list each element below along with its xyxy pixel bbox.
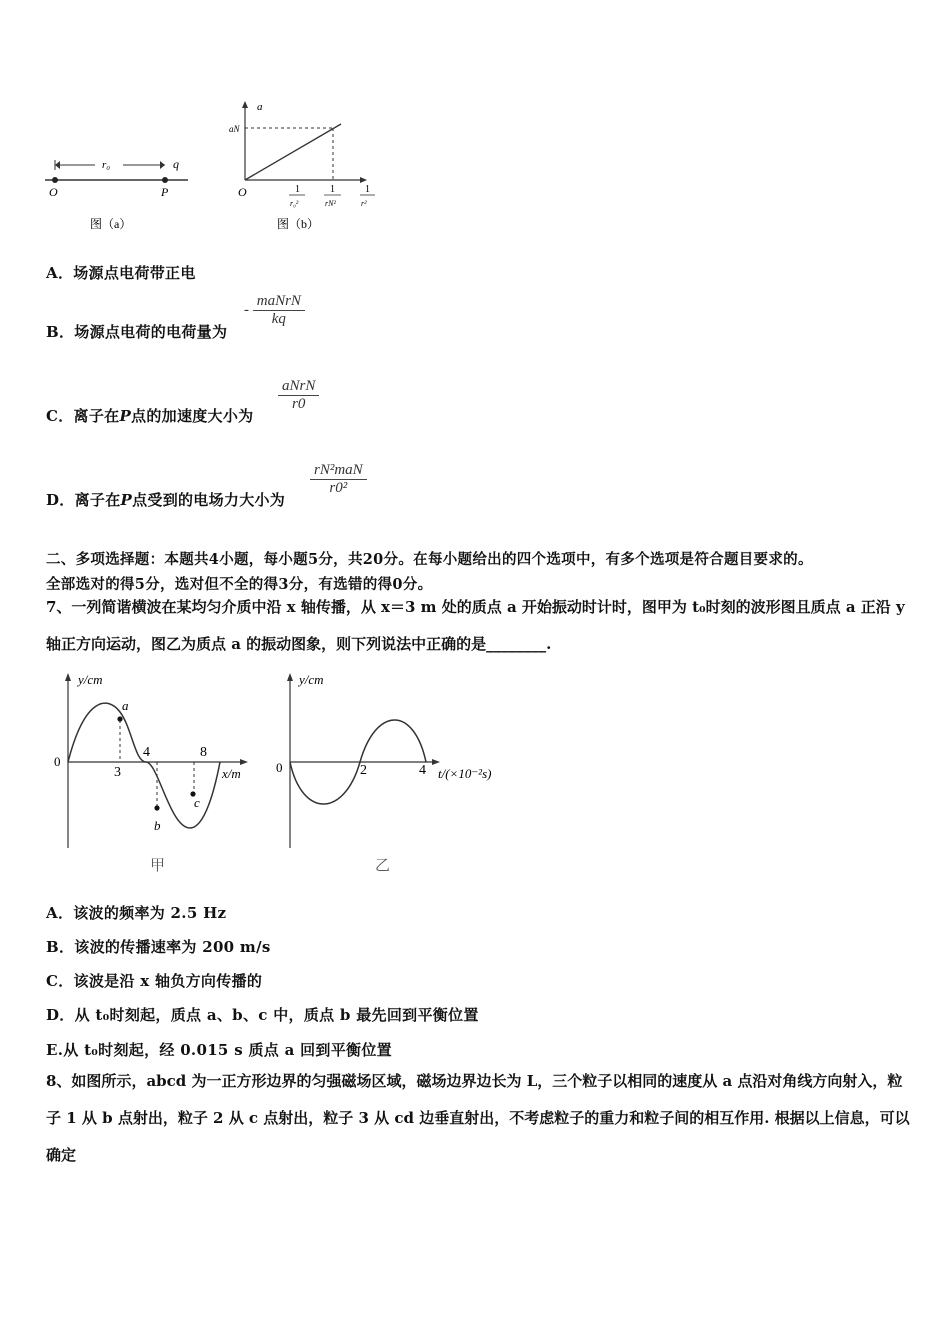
q6-option-c	[46, 405, 253, 426]
tick2-num: 1	[330, 184, 335, 195]
tick3-den: r²	[361, 199, 367, 208]
origin-label: 0	[276, 760, 283, 775]
figure-yi	[272, 668, 517, 878]
formula-den: kq	[271, 311, 286, 327]
q6-option-d-post: 点受到的电场力大小为	[132, 491, 286, 509]
figure-a	[40, 150, 200, 240]
q8-stem: 8、如图所示，abcd 为一正方形边界的匀强磁场区域，磁场边界边长为 L，三个粒子以相同的速度从 a 点沿对角线方向射入，粒子 1 从 b 点射出，粒子 2 从 c 点射出，粒子 3 从 cd 边垂直射出，不考虑粒子的重力和粒子间的相互作用. 根据以上信息，可以确定	[46, 1072, 910, 1164]
point-b	[154, 805, 159, 810]
label-a: a	[257, 101, 263, 113]
caption-yi: 乙	[375, 858, 391, 874]
caption-a: 图（a）	[90, 217, 132, 231]
q6-option-b-text: B．场源点电荷的电荷量为	[46, 323, 228, 341]
q6-option-c-post: 点的加速度大小为	[131, 407, 254, 425]
x-axis-label: t/(×10⁻²s)	[438, 766, 492, 781]
point-o	[52, 177, 58, 183]
formula-num: aNrN	[278, 378, 319, 396]
formula-den: r0	[292, 396, 306, 412]
tick3-num: 1	[365, 184, 370, 195]
q6-option-d-p: P	[120, 491, 133, 509]
section-2-line-1: 二、多项选择题：本题共4小题，每小题5分，共20分。在每小题给出的四个选项中，有多个选项是符合题目要求的。	[46, 551, 813, 568]
tick-4: 4	[419, 763, 426, 778]
q6-option-d-formula	[310, 462, 367, 497]
q7-option-a: A．该波的频率为 2.5 Hz	[46, 904, 227, 922]
graph-line	[245, 124, 341, 180]
formula-sign: -	[244, 302, 249, 318]
point-a	[117, 716, 122, 721]
q6-option-d	[46, 489, 285, 510]
label-c: c	[194, 795, 200, 810]
q6-option-b	[46, 321, 227, 342]
tick-4: 4	[143, 745, 150, 760]
section-2-line-2: 全部选对的得5分，选对但不全的得3分，有选错的得0分。	[46, 576, 433, 593]
formula-num: rN²maN	[310, 462, 367, 480]
q6-option-a: A．场源点电荷带正电	[46, 264, 196, 282]
tick1-num: 1	[295, 184, 300, 195]
q7-option-c: C．该波是沿 x 轴负方向传播的	[46, 972, 263, 990]
tick-2: 2	[360, 763, 367, 778]
figure-b	[225, 98, 385, 238]
x-axis-label: x/m	[222, 766, 241, 781]
label-b: b	[154, 818, 161, 833]
q6-option-c-formula	[278, 378, 319, 413]
point-p	[162, 177, 168, 183]
y-axis-label: y/cm	[78, 672, 103, 687]
q7-option-d: D．从 t₀时刻起，质点 a、b、c 中，质点 b 最先回到平衡位置	[46, 1006, 479, 1024]
q7-option-e: E.从 t₀时刻起，经 0.015 s 质点 a 回到平衡位置	[46, 1041, 392, 1059]
label-r0: r₀	[102, 159, 111, 171]
q6-option-d-pre: D．离子在	[46, 491, 121, 509]
label-a: a	[122, 698, 129, 713]
q6-option-b-formula	[244, 293, 305, 328]
label-q: q	[173, 157, 179, 171]
tick2-den: rN²	[325, 199, 336, 208]
label-an: aN	[229, 124, 240, 134]
tick-3: 3	[114, 765, 121, 780]
q6-option-c-p: P	[119, 407, 132, 425]
formula-den: r0²	[329, 480, 348, 496]
caption-jia: 甲	[150, 858, 166, 874]
origin-label: 0	[54, 754, 61, 769]
figure-jia	[50, 668, 260, 878]
label-o: O	[238, 185, 247, 199]
caption-b: 图（b）	[277, 217, 320, 231]
q6-option-c-pre: C．离子在	[46, 407, 120, 425]
tick-8: 8	[200, 745, 207, 760]
label-p: P	[161, 185, 169, 199]
q7-option-b: B．该波的传播速率为 200 m/s	[46, 938, 271, 956]
tick1-den: r₀²	[290, 199, 299, 208]
formula-num: maNrN	[253, 293, 305, 311]
label-o: O	[49, 185, 58, 199]
y-axis-label: y/cm	[299, 672, 324, 687]
q7-stem: 7、一列简谐横波在某均匀介质中沿 x 轴传播，从 x＝3 m 处的质点 a 开始振动时计时，图甲为 t₀时刻的波形图且质点 a 正沿 y 轴正方向运动，图乙为质点 a 的振动图象，则下列说法中正确的是________.	[46, 598, 905, 653]
